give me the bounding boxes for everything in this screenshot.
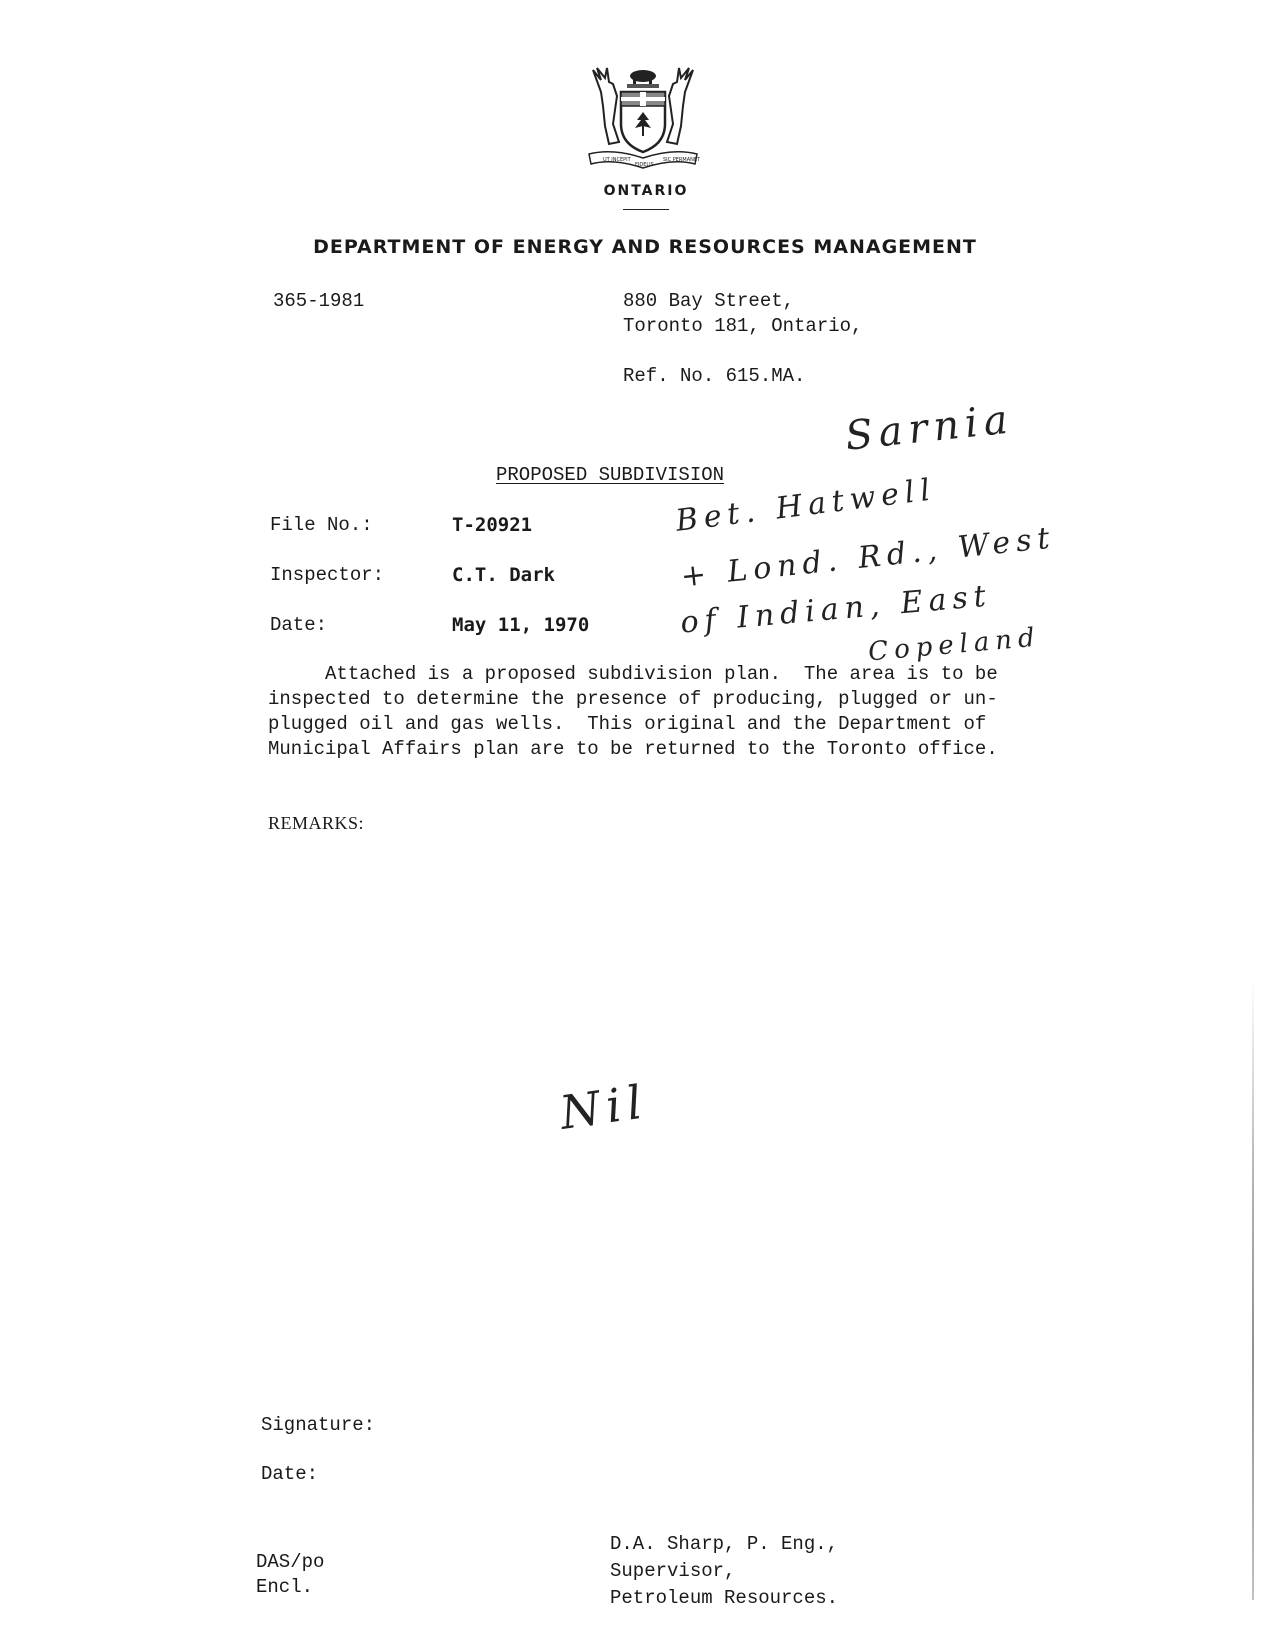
- body-line: Municipal Affairs plan are to be returned to the Toronto office.: [268, 738, 998, 760]
- department-title: DEPARTMENT OF ENERGY AND RESOURCES MANAGEMENT: [313, 236, 977, 258]
- typist-initials: DAS/po: [256, 1551, 325, 1573]
- svg-text:FIDELIS: FIDELIS: [635, 162, 654, 168]
- body-line: plugged oil and gas wells. This original and the Department of: [268, 713, 987, 735]
- date-value: May 11, 1970: [452, 614, 590, 636]
- date-label: Date:: [270, 614, 328, 636]
- signer-name: D.A. Sharp, P. Eng.,: [610, 1533, 839, 1555]
- file-number-label: File No.:: [270, 514, 373, 536]
- svg-text:UT INCEPIT: UT INCEPIT: [603, 157, 631, 163]
- letterhead-divider: [623, 209, 669, 210]
- signature-date-label: Date:: [261, 1463, 319, 1485]
- inspector-label: Inspector:: [270, 564, 385, 586]
- handwritten-note-line: of Indian, East: [679, 578, 994, 641]
- address-line-1: 880 Bay Street,: [623, 290, 795, 312]
- body-paragraph: [268, 662, 1088, 762]
- inspector-value: C.T. Dark: [452, 564, 555, 586]
- signer-title: Supervisor,: [610, 1560, 736, 1582]
- body-line: Attached is a proposed subdivision plan. The area is to be: [268, 663, 998, 685]
- province-label: ONTARIO: [603, 183, 689, 199]
- svg-text:SIC PERMANET: SIC PERMANET: [663, 157, 701, 163]
- handwritten-note-line: + Lond. Rd., West: [679, 520, 1058, 595]
- handwritten-remark: Nil: [556, 1074, 652, 1140]
- handwritten-location: Sarnia: [843, 396, 1016, 460]
- enclosure-note: Encl.: [256, 1576, 314, 1598]
- body-line: inspected to determine the presence of producing, plugged or un-: [268, 688, 998, 710]
- reference-number: Ref. No. 615.MA.: [623, 365, 806, 387]
- ontario-coat-of-arms-icon: [583, 62, 703, 174]
- document-number: 365-1981: [273, 290, 365, 312]
- address-line-2: Toronto 181, Ontario,: [623, 315, 863, 337]
- signature-label: Signature:: [261, 1414, 376, 1436]
- file-number-value: T-20921: [452, 514, 533, 536]
- remarks-label: REMARKS:: [268, 813, 365, 833]
- scan-edge-artifact: [1252, 980, 1254, 1600]
- signer-department: Petroleum Resources.: [610, 1587, 839, 1609]
- handwritten-note-line: Copeland: [867, 622, 1042, 668]
- section-title: PROPOSED SUBDIVISION: [496, 464, 725, 486]
- handwritten-note-line: Bet. Hatwell: [673, 472, 938, 539]
